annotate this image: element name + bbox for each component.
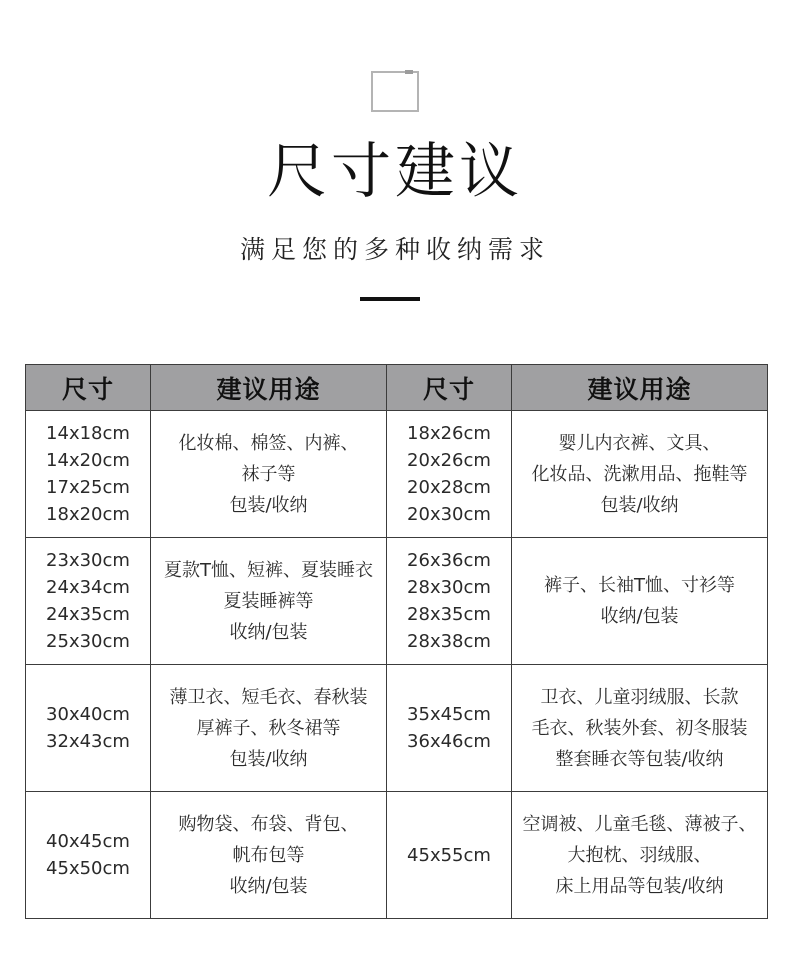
size-value: 26x36cm xyxy=(407,550,491,571)
size-value: 28x30cm xyxy=(407,577,491,598)
size-cell xyxy=(387,665,512,792)
page-title: 尺寸建议 xyxy=(267,137,523,207)
column-header-size: 尺寸 xyxy=(26,365,151,411)
usage-cell xyxy=(151,411,387,538)
usage-text: 帆布包等 xyxy=(232,844,305,866)
size-value: 17x25cm xyxy=(46,477,130,498)
size-value: 24x34cm xyxy=(46,577,130,598)
size-value: 28x38cm xyxy=(407,631,491,652)
size-value: 20x30cm xyxy=(407,504,491,525)
size-cell xyxy=(26,538,151,665)
usage-text: 包装/收纳 xyxy=(229,748,308,770)
usage-cell xyxy=(151,792,387,919)
size-value: 20x26cm xyxy=(407,450,491,471)
usage-text: 整套睡衣等包装/收纳 xyxy=(555,748,724,770)
size-value: 45x55cm xyxy=(407,844,491,866)
usage-cell xyxy=(151,538,387,665)
table-header-row xyxy=(26,365,768,411)
usage-text: 夏装睡裤等 xyxy=(223,590,314,612)
size-cell xyxy=(387,538,512,665)
box-tab xyxy=(405,70,413,74)
size-value: 30x40cm xyxy=(46,704,130,725)
size-cell xyxy=(387,792,512,919)
size-value: 14x18cm xyxy=(46,423,130,444)
table-row xyxy=(26,411,768,538)
size-recommendation-table xyxy=(25,364,768,919)
size-cell xyxy=(26,411,151,538)
table-row xyxy=(26,665,768,792)
title-divider xyxy=(360,297,420,301)
column-header-usage: 建议用途 xyxy=(512,365,768,411)
size-value: 40x45cm xyxy=(46,831,130,852)
usage-text: 收纳/包装 xyxy=(600,606,679,627)
size-cell xyxy=(26,665,151,792)
usage-text: 厚裤子、秋冬裙等 xyxy=(196,717,341,739)
usage-text: 卫衣、儿童羽绒服、长款 xyxy=(540,686,739,708)
box-outline-icon xyxy=(371,71,419,112)
size-value: 25x30cm xyxy=(46,631,130,652)
size-value: 36x46cm xyxy=(407,731,491,752)
usage-text: 裤子、长袖T恤、寸衫等 xyxy=(544,575,735,596)
usage-text: 空调被、儿童毛毯、薄被子、 xyxy=(522,813,757,835)
size-value: 45x50cm xyxy=(46,858,130,879)
usage-text: 夏款T恤、短裤、夏装睡衣 xyxy=(164,559,373,581)
usage-cell xyxy=(512,665,768,792)
size-value: 18x26cm xyxy=(407,423,491,444)
table-row xyxy=(26,538,768,665)
usage-text: 包装/收纳 xyxy=(600,494,679,516)
usage-text: 化妆品、洗漱用品、拖鞋等 xyxy=(531,463,748,485)
usage-text: 大抱枕、羽绒服、 xyxy=(567,844,712,866)
usage-text: 薄卫衣、短毛衣、春秋装 xyxy=(169,686,368,708)
size-cell xyxy=(26,792,151,919)
size-value: 35x45cm xyxy=(407,704,491,725)
usage-text: 购物袋、布袋、背包、 xyxy=(178,813,359,835)
size-value: 18x20cm xyxy=(46,504,130,525)
size-value: 14x20cm xyxy=(46,450,130,471)
usage-cell xyxy=(512,411,768,538)
size-value: 32x43cm xyxy=(46,731,130,752)
column-header-size: 尺寸 xyxy=(387,365,512,411)
usage-text: 毛衣、秋装外套、初冬服装 xyxy=(531,717,748,739)
usage-text: 化妆棉、棉签、内裤、 xyxy=(178,432,359,454)
size-value: 28x35cm xyxy=(407,604,491,625)
size-value: 23x30cm xyxy=(46,550,130,571)
usage-cell xyxy=(512,538,768,665)
page-subtitle: 满足您的多种收纳需求 xyxy=(239,235,550,264)
size-value: 24x35cm xyxy=(46,604,130,625)
usage-cell xyxy=(512,792,768,919)
usage-text: 婴儿内衣裤、文具、 xyxy=(558,432,721,454)
usage-text: 袜子等 xyxy=(241,463,296,485)
usage-text: 床上用品等包装/收纳 xyxy=(555,875,724,897)
column-header-usage: 建议用途 xyxy=(151,365,387,411)
usage-cell xyxy=(151,665,387,792)
usage-text: 包装/收纳 xyxy=(229,494,308,516)
size-cell xyxy=(387,411,512,538)
size-value: 20x28cm xyxy=(407,477,491,498)
table-row xyxy=(26,792,768,919)
usage-text: 收纳/包装 xyxy=(229,875,308,897)
usage-text: 收纳/包装 xyxy=(229,621,308,643)
